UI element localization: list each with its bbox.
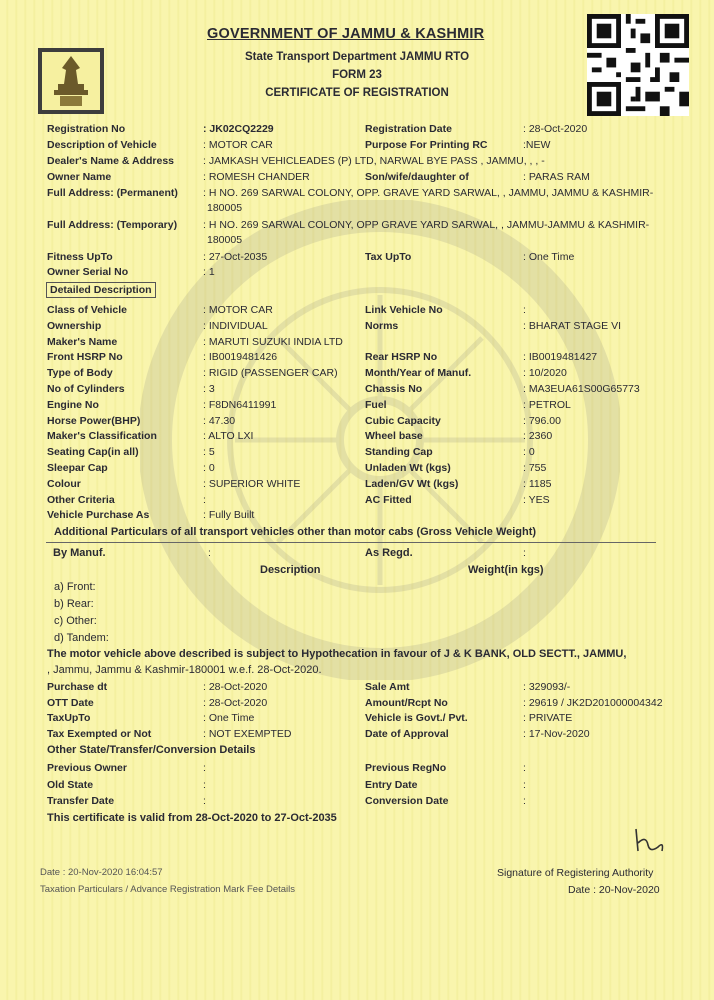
- detailed-rows-right-value: : PETROL: [523, 398, 571, 411]
- fitness-label: Fitness UpTo: [47, 251, 113, 263]
- hypothecation-line2: , Jammu, Jammu & Kashmir-180001 w.e.f. 28-Oct-2020.: [47, 664, 322, 676]
- detailed-rows-left-value: : Fully Built: [203, 509, 255, 522]
- transfer-rows-left-label: Transfer Date: [47, 795, 115, 807]
- purchase-rows-left-label: TaxUpTo: [47, 712, 91, 725]
- description-header: Description: [260, 564, 321, 576]
- perm-address-label: Full Address: (Permanent): [47, 187, 178, 199]
- detailed-rows-right-value: : 1185: [523, 477, 552, 490]
- transfer-rows-left-label: Old State: [47, 778, 94, 791]
- validity-prefix: This certificate is valid from: [47, 812, 196, 824]
- detailed-rows-left-label: Maker's Name: [47, 335, 118, 348]
- purchase-rows-left-label: Tax Exempted or Not: [47, 727, 152, 740]
- transfer-rows-right-label: Entry Date: [365, 778, 418, 791]
- relation-label: Son/wife/daughter of: [365, 171, 469, 183]
- dealer-value: : JAMKASH VEHICLEADES (P) LTD, NARWAL BYE PASS , JAMMU, , , -: [203, 155, 545, 167]
- temp-address-line1: : H NO. 269 SARWAL COLONY, OPP GRAVE YARD SARWAL, , JAMMU-JAMMU & KASHMIR-: [203, 219, 650, 231]
- transfer-rows-left-value: :: [203, 762, 206, 774]
- by-manuf-label: By Manuf.: [53, 547, 106, 559]
- by-manuf-colon: :: [208, 547, 211, 559]
- government-title: GOVERNMENT OF JAMMU & KASHMIR: [207, 26, 485, 42]
- detailed-rows-left-value: : IB0019481426: [203, 351, 278, 364]
- detailed-rows-right-value: : MA3EUA61S00G65773: [523, 383, 640, 395]
- detailed-rows-right-value: : BHARAT STAGE VI: [523, 319, 622, 332]
- detailed-rows-left-value: : 0: [203, 462, 215, 474]
- detailed-rows-left-label: Horse Power(BHP): [47, 414, 141, 427]
- purchase-rows-right-value: : PRIVATE: [523, 712, 573, 725]
- detailed-rows-left-label: Sleepar Cap: [47, 462, 108, 474]
- detailed-rows-right-label: Wheel base: [365, 430, 423, 443]
- additional-heading: Additional Particulars of all transport vehicles other than motor cabs (Gross Vehicle Weight): [54, 526, 537, 538]
- front-axle: a) Front:: [54, 581, 96, 593]
- detailed-rows-left-value: : INDIVIDUAL: [203, 319, 268, 332]
- perm-address-line1: : H NO. 269 SARWAL COLONY, OPP. GRAVE YARD SARWAL, , JAMMU, JAMMU & KASHMIR-: [203, 187, 654, 199]
- detailed-rows-right-value: : 796.00: [523, 414, 561, 427]
- detailed-rows-left-label: Colour: [47, 477, 81, 490]
- detailed-rows-right-label: Fuel: [365, 398, 387, 411]
- temp-address-line2: 180005: [207, 234, 243, 246]
- validity-line: [47, 812, 337, 824]
- detailed-rows-left-label: Maker's Classification: [47, 430, 157, 443]
- reg-no-value: : JK02CQ2229: [203, 123, 274, 135]
- serial-value: : 1: [203, 266, 215, 278]
- detailed-rows-left-value: :: [203, 493, 206, 506]
- perm-address-line2: 180005: [207, 202, 243, 214]
- detailed-rows-left-label: Engine No: [47, 398, 99, 411]
- footer-signature: Signature of Registering Authority: [497, 867, 654, 879]
- purchase-rows-left-value: : NOT EXEMPTED: [203, 727, 292, 740]
- detailed-heading: Detailed Description: [46, 282, 156, 298]
- detailed-rows-right-value: : IB0019481427: [523, 351, 598, 364]
- detailed-rows-right-value: : 10/2020: [523, 367, 567, 380]
- purchase-rows-right-value: : 17-Nov-2020: [523, 727, 590, 740]
- purchase-rows-left-label: OTT Date: [47, 696, 94, 709]
- detailed-rows-left-label: No of Cylinders: [47, 383, 125, 395]
- purchase-rows-left-value: : 28-Oct-2020: [203, 681, 268, 693]
- as-regd-colon: :: [523, 547, 526, 559]
- temp-address-label: Full Address: (Temporary): [47, 219, 178, 231]
- detailed-rows-left-value: : F8DN6411991: [203, 398, 277, 411]
- detailed-rows-left-label: Type of Body: [47, 367, 113, 380]
- detailed-rows-left-label: Front HSRP No: [47, 351, 123, 364]
- detailed-rows-left-label: Class of Vehicle: [47, 304, 127, 316]
- detailed-rows-left-label: Other Criteria: [47, 493, 115, 506]
- detailed-rows-right-value: : YES: [523, 493, 550, 506]
- validity-range: 28-Oct-2020 to 27-Oct-2035: [195, 812, 337, 824]
- footer-sign-date: Date : 20-Nov-2020: [568, 884, 660, 896]
- transfer-rows-right-value: :: [523, 762, 526, 774]
- footer-date: Date : 20-Nov-2020 16:04:57: [40, 867, 163, 878]
- purchase-rows-right-label: Vehicle is Govt./ Pvt.: [365, 712, 468, 725]
- other-axle: c) Other:: [54, 615, 97, 627]
- footer-taxation: Taxation Particulars / Advance Registration Mark Fee Details: [40, 884, 296, 895]
- reg-date-value: : 28-Oct-2020: [523, 123, 588, 135]
- reg-date-label: Registration Date: [365, 123, 452, 135]
- additional-divider: [46, 542, 656, 543]
- purchase-rows-left-value: : 28-Oct-2020: [203, 696, 268, 709]
- purchase-rows-right-value: : 329093/-: [523, 681, 571, 693]
- weight-header: Weight(in kgs): [468, 564, 544, 576]
- purchase-rows-right-label: Sale Amt: [365, 681, 410, 693]
- desc-label: Description of Vehicle: [47, 139, 157, 151]
- transfer-rows-right-value: :: [523, 795, 526, 807]
- detailed-rows-left-value: : 47.30: [203, 414, 236, 427]
- purpose-value: :NEW: [523, 139, 551, 151]
- as-regd-label: As Regd.: [365, 547, 413, 559]
- hypothecation-line1: The motor vehicle above described is subject to Hypothecation in favour of J & K BANK, OLD SECTT., JAMMU,: [47, 648, 627, 660]
- dealer-label: Dealer's Name & Address: [47, 155, 174, 167]
- purchase-rows-right-label: Amount/Rcpt No: [365, 696, 448, 709]
- purchase-rows-left-label: Purchase dt: [47, 681, 108, 693]
- department-title: State Transport Department JAMMU RTO: [244, 51, 470, 63]
- desc-value: : MOTOR CAR: [203, 139, 273, 151]
- fitness-value: : 27-Oct-2035: [203, 251, 268, 263]
- transfer-heading: Other State/Transfer/Conversion Details: [47, 744, 256, 756]
- detailed-rows-right-label: Month/Year of Manuf.: [365, 367, 472, 380]
- transfer-rows-right-label: Previous RegNo: [365, 762, 447, 774]
- owner-label: Owner Name: [47, 171, 112, 183]
- detailed-rows-right-label: Cubic Capacity: [365, 414, 441, 427]
- detailed-rows-left-value: : 3: [203, 383, 215, 395]
- detailed-rows-left-label: Vehicle Purchase As: [47, 509, 150, 522]
- detailed-rows-right-label: Unladen Wt (kgs): [365, 462, 451, 474]
- owner-value: : ROMESH CHANDER: [203, 171, 310, 183]
- transfer-rows-left-value: :: [203, 778, 206, 791]
- detailed-rows-left-value: : MOTOR CAR: [203, 304, 273, 316]
- detailed-rows-left-value: : MARUTI SUZUKI INDIA LTD: [203, 335, 343, 348]
- detailed-rows-right-label: Standing Cap: [365, 446, 433, 459]
- serial-label: Owner Serial No: [47, 266, 129, 278]
- detailed-rows-left-value: : ALTO LXI: [203, 430, 254, 443]
- transfer-rows-left-value: :: [203, 795, 206, 807]
- reg-no-label: Registration No: [47, 123, 126, 135]
- detailed-rows-right-label: Link Vehicle No: [365, 304, 443, 316]
- form-number: FORM 23: [332, 69, 382, 81]
- detailed-rows-right-value: : 0: [523, 446, 535, 459]
- tax-value: : One Time: [523, 251, 575, 263]
- tax-label: Tax UpTo: [365, 251, 412, 263]
- detailed-rows-right-label: Norms: [365, 319, 399, 332]
- relation-value: : PARAS RAM: [523, 171, 590, 183]
- detailed-rows-right-label: AC Fitted: [365, 493, 412, 506]
- detailed-rows-left-value: : SUPERIOR WHITE: [203, 477, 301, 490]
- detailed-rows-left-label: Seating Cap(in all): [47, 446, 139, 459]
- qr-code-icon: [587, 14, 689, 116]
- detailed-rows-right-value: : 2360: [523, 430, 553, 443]
- transfer-rows-right-label: Conversion Date: [365, 795, 449, 807]
- detailed-rows-left-value: : 5: [203, 446, 215, 459]
- transfer-rows-right-value: :: [523, 778, 526, 791]
- tandem-axle: d) Tandem:: [54, 632, 109, 644]
- purchase-rows-right-value: : 29619 / JK2D201000004342: [523, 696, 663, 709]
- purchase-rows-left-value: : One Time: [203, 712, 255, 725]
- certificate-title: CERTIFICATE OF REGISTRATION: [265, 87, 449, 99]
- purchase-rows-right-label: Date of Approval: [365, 727, 449, 740]
- purpose-label: Purpose For Printing RC: [365, 139, 488, 151]
- transfer-rows-left-label: Previous Owner: [47, 762, 127, 774]
- detailed-rows-left-value: : RIGID (PASSENGER CAR): [203, 367, 338, 380]
- detailed-rows-right-label: Laden/GV Wt (kgs): [365, 477, 459, 490]
- rear-axle: b) Rear:: [54, 598, 94, 610]
- detailed-rows-right-label: Rear HSRP No: [365, 351, 438, 364]
- detailed-rows-right-value: :: [523, 304, 526, 316]
- detailed-rows-left-label: Ownership: [47, 319, 102, 332]
- detailed-rows-right-label: Chassis No: [365, 383, 423, 395]
- signature-icon: [628, 825, 668, 857]
- detailed-rows-right-value: : 755: [523, 462, 547, 474]
